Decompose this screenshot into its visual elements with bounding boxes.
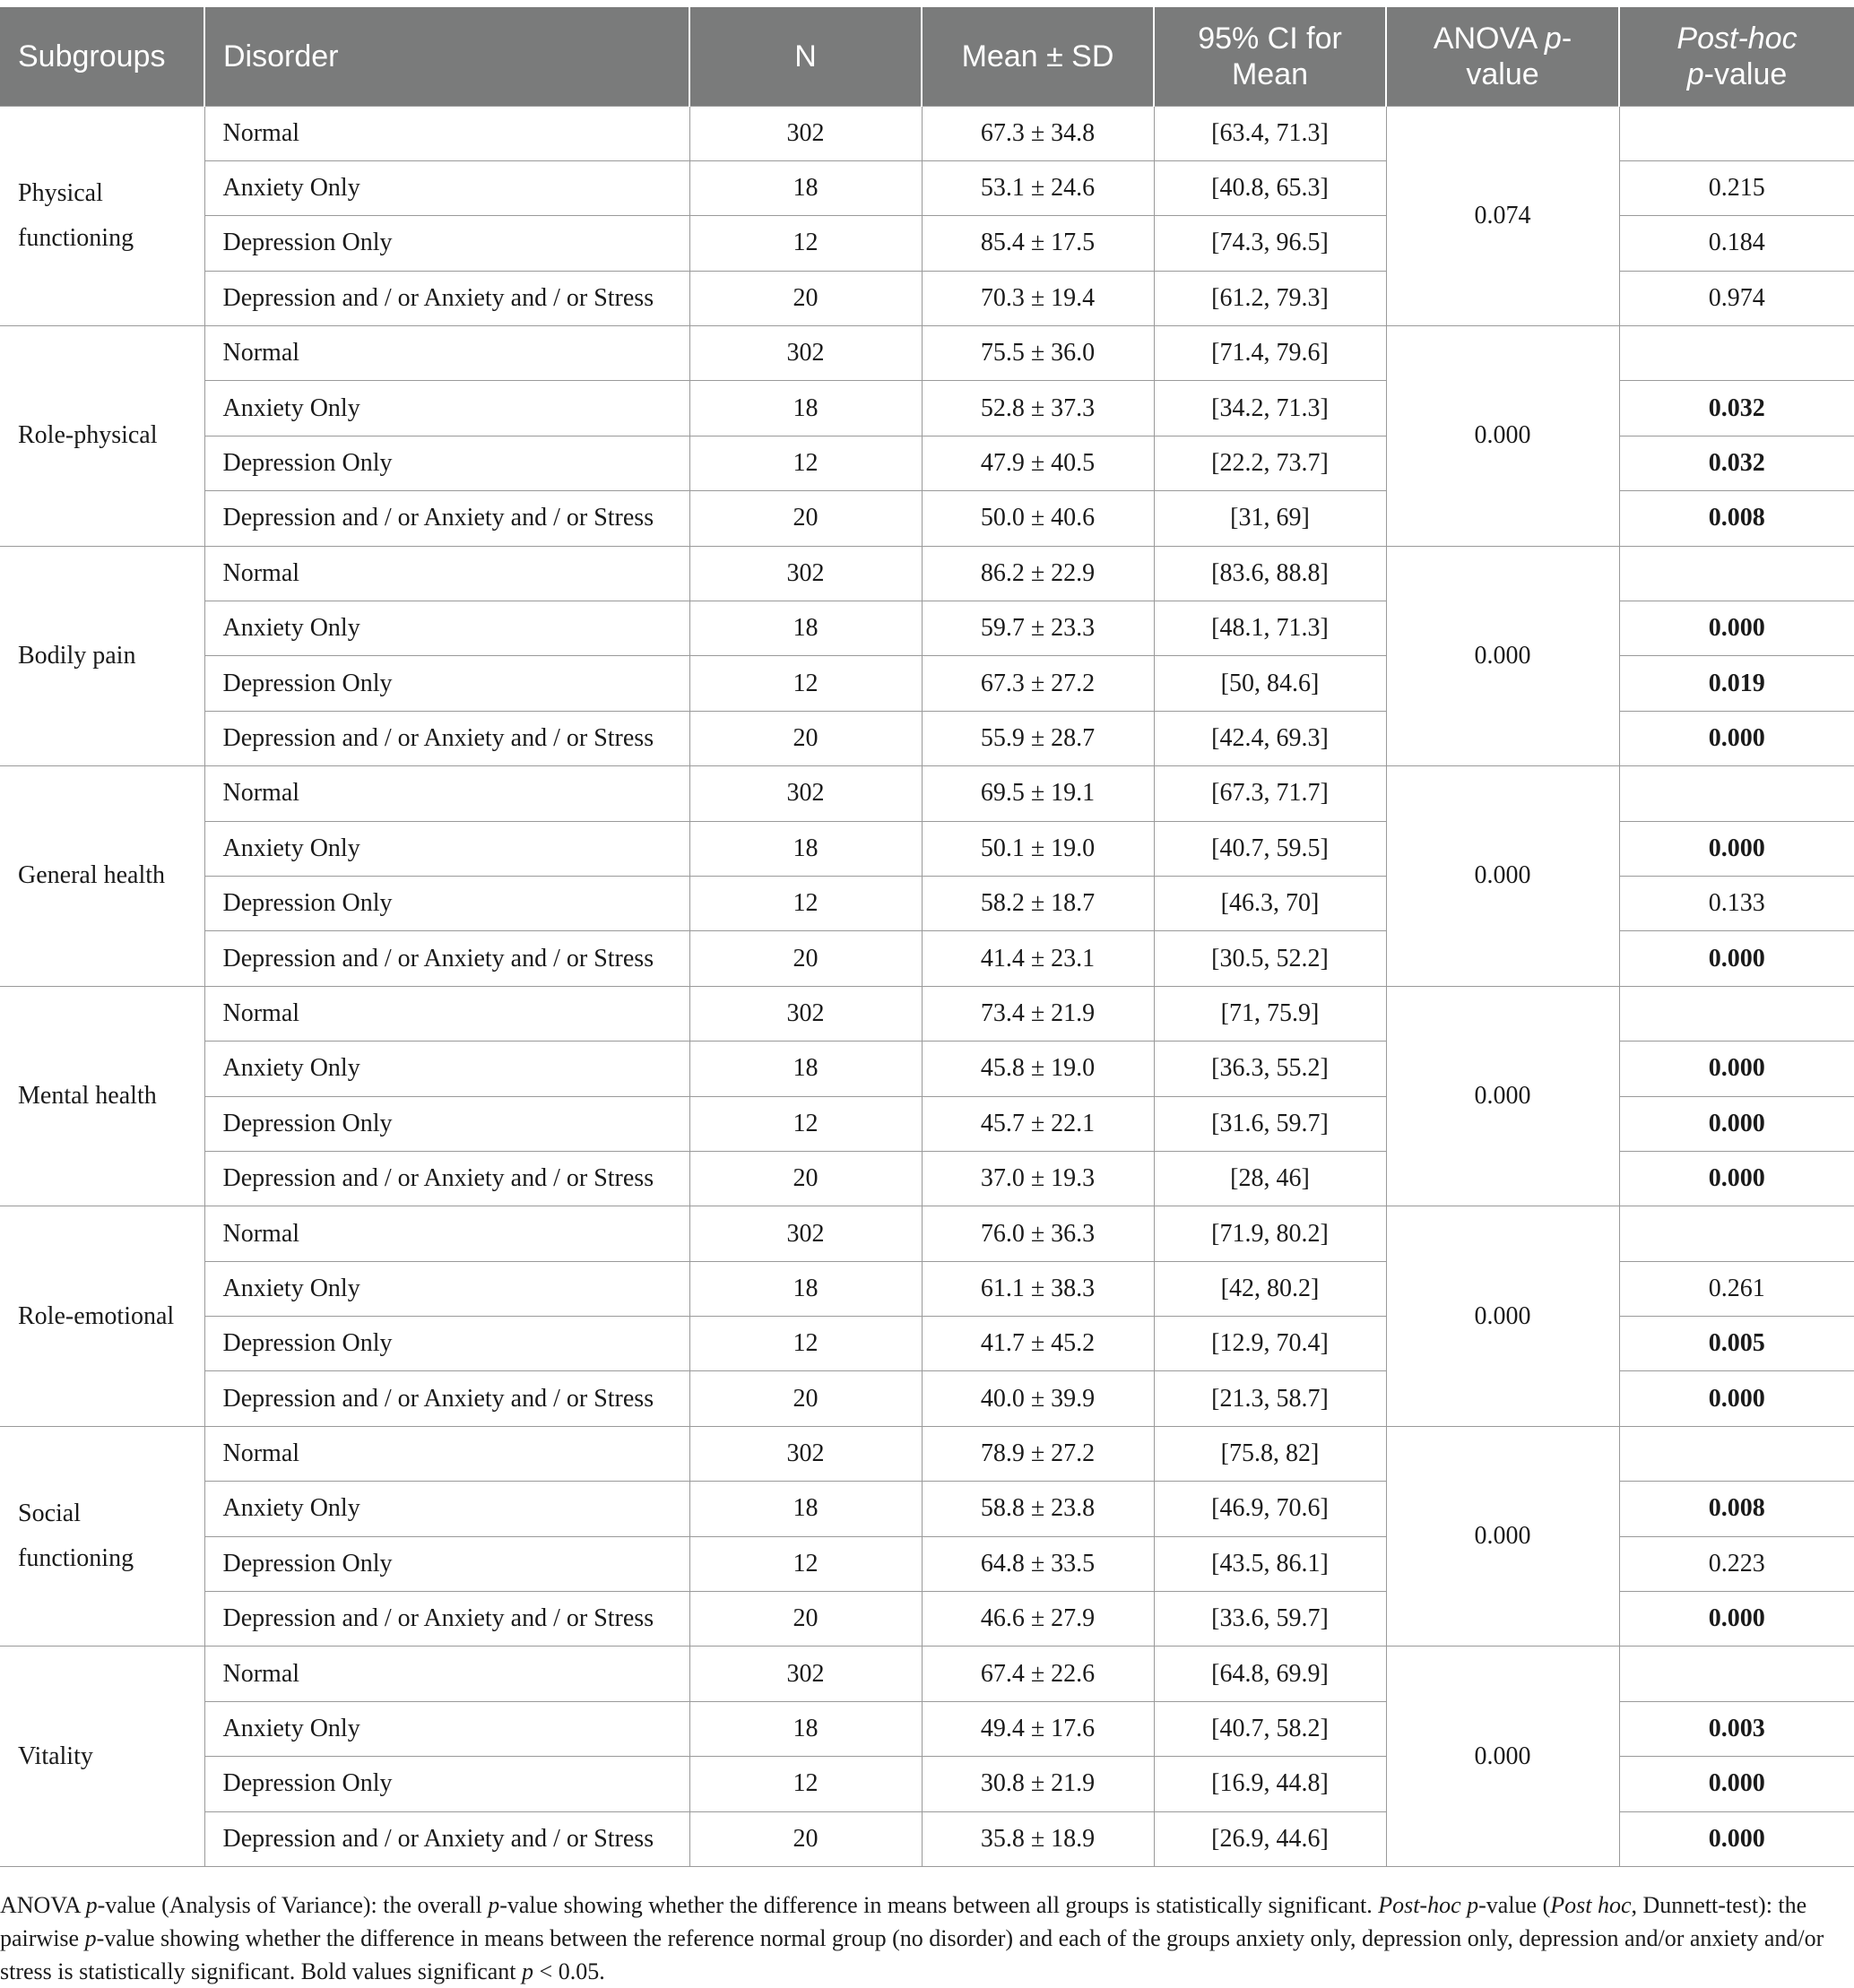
footnote-text: p xyxy=(84,1925,97,1951)
n-cell: 12 xyxy=(689,1096,922,1151)
disorder-cell: Normal xyxy=(204,1647,689,1701)
subgroup-cell: Vitality xyxy=(0,1647,204,1867)
posthoc-p-cell: 0.032 xyxy=(1619,436,1854,490)
mean-sd-cell: 47.9 ± 40.5 xyxy=(922,436,1154,490)
n-cell: 20 xyxy=(689,1592,922,1647)
ci-cell: [12.9, 70.4] xyxy=(1154,1317,1386,1371)
ci-cell: [22.2, 73.7] xyxy=(1154,436,1386,490)
footnote-text: p xyxy=(488,1892,500,1918)
disorder-cell: Depression Only xyxy=(204,1317,689,1371)
mean-sd-cell: 75.5 ± 36.0 xyxy=(922,326,1154,381)
disorder-cell: Normal xyxy=(204,326,689,381)
footnote-text: -value (Analysis of Variance): the overall xyxy=(97,1892,489,1918)
disorder-cell: Anxiety Only xyxy=(204,1042,689,1096)
posthoc-p-cell: 0.003 xyxy=(1619,1701,1854,1756)
mean-sd-cell: 30.8 ± 21.9 xyxy=(922,1757,1154,1811)
n-cell: 18 xyxy=(689,381,922,436)
header-anova-p xyxy=(1386,7,1619,106)
ci-cell: [61.2, 79.3] xyxy=(1154,271,1386,325)
mean-sd-cell: 70.3 ± 19.4 xyxy=(922,271,1154,325)
table-row xyxy=(0,766,1854,821)
anova-p-cell: 0.000 xyxy=(1386,766,1619,987)
posthoc-p-cell: 0.000 xyxy=(1619,821,1854,876)
disorder-cell: Depression and / or Anxiety and / or Stress xyxy=(204,931,689,986)
disorder-cell: Depression Only xyxy=(204,656,689,711)
mean-sd-cell: 45.8 ± 19.0 xyxy=(922,1042,1154,1096)
n-cell: 18 xyxy=(689,1482,922,1536)
mean-sd-cell: 61.1 ± 38.3 xyxy=(922,1261,1154,1316)
ci-cell: [71.9, 80.2] xyxy=(1154,1206,1386,1261)
disorder-cell: Depression and / or Anxiety and / or Stress xyxy=(204,711,689,765)
ci-cell: [50, 84.6] xyxy=(1154,656,1386,711)
mean-sd-cell: 45.7 ± 22.1 xyxy=(922,1096,1154,1151)
n-cell: 302 xyxy=(689,546,922,601)
posthoc-p-cell: 0.019 xyxy=(1619,656,1854,711)
header-posthoc-p-letter: p xyxy=(1686,56,1704,91)
header-ci: 95% CI for Mean xyxy=(1154,7,1386,106)
posthoc-p-cell xyxy=(1619,326,1854,381)
n-cell: 12 xyxy=(689,1757,922,1811)
disorder-cell: Depression and / or Anxiety and / or Stress xyxy=(204,271,689,325)
footnote-text: p xyxy=(85,1892,98,1918)
footnote-text: -value showing whether the difference in means between the reference normal group (no disorder) and each of the groups anxiety only, depression only, depression and/or anxiety and/or stress is statistically significant. Bold values significant xyxy=(0,1925,1824,1984)
n-cell: 302 xyxy=(689,986,922,1041)
mean-sd-cell: 41.4 ± 23.1 xyxy=(922,931,1154,986)
disorder-cell: Depression Only xyxy=(204,1757,689,1811)
posthoc-p-cell: 0.000 xyxy=(1619,1042,1854,1096)
disorder-cell: Depression and / or Anxiety and / or Stress xyxy=(204,491,689,546)
mean-sd-cell: 52.8 ± 37.3 xyxy=(922,381,1154,436)
ci-cell: [63.4, 71.3] xyxy=(1154,106,1386,160)
disorder-cell: Anxiety Only xyxy=(204,160,689,215)
disorder-cell: Normal xyxy=(204,986,689,1041)
ci-cell: [71.4, 79.6] xyxy=(1154,326,1386,381)
ci-cell: [71, 75.9] xyxy=(1154,986,1386,1041)
n-cell: 20 xyxy=(689,931,922,986)
ci-cell: [40.7, 59.5] xyxy=(1154,821,1386,876)
ci-cell: [75.8, 82] xyxy=(1154,1426,1386,1481)
n-cell: 20 xyxy=(689,491,922,546)
posthoc-p-cell: 0.000 xyxy=(1619,1811,1854,1866)
ci-cell: [16.9, 44.8] xyxy=(1154,1757,1386,1811)
n-cell: 12 xyxy=(689,1317,922,1371)
posthoc-p-cell: 0.000 xyxy=(1619,711,1854,765)
n-cell: 302 xyxy=(689,1426,922,1481)
n-cell: 12 xyxy=(689,216,922,271)
footnote-text: Post hoc xyxy=(1550,1892,1632,1918)
table-body xyxy=(0,106,1854,1867)
mean-sd-cell: 55.9 ± 28.7 xyxy=(922,711,1154,765)
n-cell: 20 xyxy=(689,1371,922,1426)
n-cell: 12 xyxy=(689,1536,922,1591)
header-anova-p-letter: p xyxy=(1544,21,1562,56)
mean-sd-cell: 37.0 ± 19.3 xyxy=(922,1151,1154,1206)
posthoc-p-cell: 0.974 xyxy=(1619,271,1854,325)
mean-sd-cell: 50.1 ± 19.0 xyxy=(922,821,1154,876)
posthoc-p-cell: 0.000 xyxy=(1619,1151,1854,1206)
mean-sd-cell: 67.3 ± 34.8 xyxy=(922,106,1154,160)
footnote-text: -value ( xyxy=(1478,1892,1551,1918)
table-row xyxy=(0,326,1854,381)
posthoc-p-cell: 0.133 xyxy=(1619,876,1854,930)
ci-cell: [46.3, 70] xyxy=(1154,876,1386,930)
ci-cell: [28, 46] xyxy=(1154,1151,1386,1206)
n-cell: 18 xyxy=(689,1261,922,1316)
table-row xyxy=(0,106,1854,160)
ci-cell: [36.3, 55.2] xyxy=(1154,1042,1386,1096)
n-cell: 302 xyxy=(689,766,922,821)
mean-sd-cell: 53.1 ± 24.6 xyxy=(922,160,1154,215)
header-disorder: Disorder xyxy=(204,7,689,106)
disorder-cell: Depression Only xyxy=(204,216,689,271)
ci-cell: [42.4, 69.3] xyxy=(1154,711,1386,765)
header-subgroups: Subgroups xyxy=(0,7,204,106)
ci-cell: [40.7, 58.2] xyxy=(1154,1701,1386,1756)
header-mean-sd: Mean ± SD xyxy=(922,7,1154,106)
ci-cell: [30.5, 52.2] xyxy=(1154,931,1386,986)
posthoc-p-cell xyxy=(1619,546,1854,601)
mean-sd-cell: 73.4 ± 21.9 xyxy=(922,986,1154,1041)
n-cell: 20 xyxy=(689,711,922,765)
mean-sd-cell: 40.0 ± 39.9 xyxy=(922,1371,1154,1426)
posthoc-p-cell: 0.000 xyxy=(1619,931,1854,986)
footnote-text: Post-hoc p xyxy=(1378,1892,1479,1918)
ci-cell: [40.8, 65.3] xyxy=(1154,160,1386,215)
disorder-cell: Normal xyxy=(204,106,689,160)
disorder-cell: Depression and / or Anxiety and / or Stress xyxy=(204,1592,689,1647)
posthoc-p-cell: 0.000 xyxy=(1619,1592,1854,1647)
posthoc-p-cell: 0.000 xyxy=(1619,1371,1854,1426)
n-cell: 302 xyxy=(689,326,922,381)
footnote-text: , Dunnett-test): the pairwise xyxy=(0,1892,1807,1951)
subgroup-cell: Role-physical xyxy=(0,326,204,547)
n-cell: 20 xyxy=(689,1811,922,1866)
ci-cell: [42, 80.2] xyxy=(1154,1261,1386,1316)
ci-cell: [21.3, 58.7] xyxy=(1154,1371,1386,1426)
ci-cell: [46.9, 70.6] xyxy=(1154,1482,1386,1536)
header-row xyxy=(0,7,1854,106)
footnote-text: p xyxy=(522,1958,534,1984)
ci-cell: [26.9, 44.6] xyxy=(1154,1811,1386,1866)
n-cell: 18 xyxy=(689,601,922,656)
posthoc-p-cell: 0.261 xyxy=(1619,1261,1854,1316)
n-cell: 18 xyxy=(689,821,922,876)
posthoc-p-cell: 0.000 xyxy=(1619,1757,1854,1811)
header-anova-suffix: -value xyxy=(1466,21,1572,91)
mean-sd-cell: 86.2 ± 22.9 xyxy=(922,546,1154,601)
disorder-cell: Depression Only xyxy=(204,1096,689,1151)
anova-p-cell: 0.000 xyxy=(1386,1647,1619,1867)
anova-p-cell: 0.000 xyxy=(1386,1206,1619,1427)
results-table xyxy=(0,7,1854,1867)
footnote-text: < 0.05. xyxy=(533,1958,605,1984)
mean-sd-cell: 85.4 ± 17.5 xyxy=(922,216,1154,271)
mean-sd-cell: 76.0 ± 36.3 xyxy=(922,1206,1154,1261)
n-cell: 302 xyxy=(689,1206,922,1261)
disorder-cell: Anxiety Only xyxy=(204,601,689,656)
mean-sd-cell: 78.9 ± 27.2 xyxy=(922,1426,1154,1481)
anova-p-cell: 0.074 xyxy=(1386,106,1619,326)
header-anova-prefix: ANOVA xyxy=(1433,21,1545,56)
mean-sd-cell: 46.6 ± 27.9 xyxy=(922,1592,1154,1647)
mean-sd-cell: 69.5 ± 19.1 xyxy=(922,766,1154,821)
disorder-cell: Anxiety Only xyxy=(204,1261,689,1316)
subgroup-cell: Role-emotional xyxy=(0,1206,204,1427)
posthoc-p-cell: 0.008 xyxy=(1619,491,1854,546)
subgroup-cell: Physical functioning xyxy=(0,106,204,326)
posthoc-p-cell xyxy=(1619,1206,1854,1261)
footnote-text: -value showing whether the difference in means between all groups is statistically significant. xyxy=(499,1892,1379,1918)
disorder-cell: Depression and / or Anxiety and / or Stress xyxy=(204,1151,689,1206)
n-cell: 302 xyxy=(689,106,922,160)
posthoc-p-cell: 0.000 xyxy=(1619,1096,1854,1151)
mean-sd-cell: 59.7 ± 23.3 xyxy=(922,601,1154,656)
subgroup-cell: Social functioning xyxy=(0,1426,204,1647)
posthoc-p-cell xyxy=(1619,1647,1854,1701)
ci-cell: [34.2, 71.3] xyxy=(1154,381,1386,436)
n-cell: 12 xyxy=(689,436,922,490)
table-row xyxy=(0,1647,1854,1701)
disorder-cell: Anxiety Only xyxy=(204,381,689,436)
ci-cell: [33.6, 59.7] xyxy=(1154,1592,1386,1647)
n-cell: 12 xyxy=(689,656,922,711)
header-n: N xyxy=(689,7,922,106)
table-row xyxy=(0,546,1854,601)
mean-sd-cell: 64.8 ± 33.5 xyxy=(922,1536,1154,1591)
ci-cell: [74.3, 96.5] xyxy=(1154,216,1386,271)
posthoc-p-cell: 0.032 xyxy=(1619,381,1854,436)
posthoc-p-cell xyxy=(1619,106,1854,160)
disorder-cell: Anxiety Only xyxy=(204,1701,689,1756)
ci-cell: [31, 69] xyxy=(1154,491,1386,546)
disorder-cell: Depression Only xyxy=(204,876,689,930)
posthoc-p-cell: 0.215 xyxy=(1619,160,1854,215)
mean-sd-cell: 58.8 ± 23.8 xyxy=(922,1482,1154,1536)
table-row xyxy=(0,986,1854,1041)
n-cell: 20 xyxy=(689,1151,922,1206)
header-posthoc-p xyxy=(1619,7,1854,106)
disorder-cell: Normal xyxy=(204,546,689,601)
disorder-cell: Anxiety Only xyxy=(204,821,689,876)
ci-cell: [83.6, 88.8] xyxy=(1154,546,1386,601)
posthoc-p-cell xyxy=(1619,1426,1854,1481)
disorder-cell: Normal xyxy=(204,1426,689,1481)
mean-sd-cell: 35.8 ± 18.9 xyxy=(922,1811,1154,1866)
posthoc-p-cell: 0.005 xyxy=(1619,1317,1854,1371)
subgroup-cell: Mental health xyxy=(0,986,204,1206)
ci-cell: [67.3, 71.7] xyxy=(1154,766,1386,821)
n-cell: 18 xyxy=(689,160,922,215)
n-cell: 302 xyxy=(689,1647,922,1701)
anova-p-cell: 0.000 xyxy=(1386,326,1619,547)
posthoc-p-cell xyxy=(1619,766,1854,821)
mean-sd-cell: 67.3 ± 27.2 xyxy=(922,656,1154,711)
anova-p-cell: 0.000 xyxy=(1386,986,1619,1206)
disorder-cell: Depression Only xyxy=(204,436,689,490)
ci-cell: [48.1, 71.3] xyxy=(1154,601,1386,656)
posthoc-p-cell xyxy=(1619,986,1854,1041)
mean-sd-cell: 50.0 ± 40.6 xyxy=(922,491,1154,546)
ci-cell: [43.5, 86.1] xyxy=(1154,1536,1386,1591)
table-footnote xyxy=(0,1889,1854,1988)
n-cell: 18 xyxy=(689,1701,922,1756)
ci-cell: [64.8, 69.9] xyxy=(1154,1647,1386,1701)
posthoc-p-cell: 0.008 xyxy=(1619,1482,1854,1536)
n-cell: 20 xyxy=(689,271,922,325)
subgroup-cell: General health xyxy=(0,766,204,987)
footnote-text: ANOVA xyxy=(0,1892,86,1918)
disorder-cell: Normal xyxy=(204,766,689,821)
disorder-cell: Depression and / or Anxiety and / or Stress xyxy=(204,1371,689,1426)
ci-cell: [31.6, 59.7] xyxy=(1154,1096,1386,1151)
posthoc-p-cell: 0.184 xyxy=(1619,216,1854,271)
table-row xyxy=(0,1206,1854,1261)
table-row xyxy=(0,1426,1854,1481)
mean-sd-cell: 67.4 ± 22.6 xyxy=(922,1647,1154,1701)
subgroup-cell: Bodily pain xyxy=(0,546,204,766)
disorder-cell: Depression and / or Anxiety and / or Stress xyxy=(204,1811,689,1866)
mean-sd-cell: 58.2 ± 18.7 xyxy=(922,876,1154,930)
n-cell: 12 xyxy=(689,876,922,930)
anova-p-cell: 0.000 xyxy=(1386,1426,1619,1647)
posthoc-p-cell: 0.223 xyxy=(1619,1536,1854,1591)
disorder-cell: Depression Only xyxy=(204,1536,689,1591)
mean-sd-cell: 41.7 ± 45.2 xyxy=(922,1317,1154,1371)
header-posthoc-suffix: -value xyxy=(1703,56,1788,91)
disorder-cell: Anxiety Only xyxy=(204,1482,689,1536)
disorder-cell: Normal xyxy=(204,1206,689,1261)
anova-p-cell: 0.000 xyxy=(1386,546,1619,766)
header-posthoc-label: Post-hoc xyxy=(1676,21,1798,56)
table-header xyxy=(0,7,1854,106)
posthoc-p-cell: 0.000 xyxy=(1619,601,1854,656)
mean-sd-cell: 49.4 ± 17.6 xyxy=(922,1701,1154,1756)
n-cell: 18 xyxy=(689,1042,922,1096)
